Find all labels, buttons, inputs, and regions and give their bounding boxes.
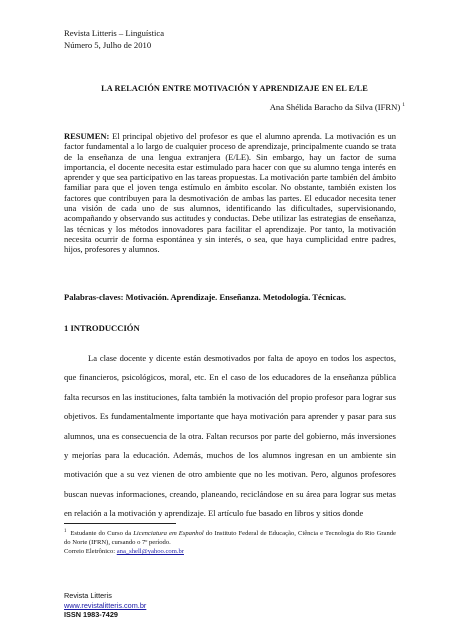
introduction-paragraph: La clase docente y dicente están desmotivados por falta de apoyo en todos los aspectos, que financieros, psicológicos, moral, etc. En el caso de los educadores de la enseñanza pública falta recursos en las instituciones, falta también la motivación del propio profesor para lograr sus objetivos. Es fundamentalmente importante que haya motivación para aprender y pasar para sus alumnos, una es consecuencia de la otra. Faltan recursos por parte del gobierno, más inversiones y mejorías para la educación. Además, muchos de los alumnos ingresan en un ambiente sin motivación que a su vez vienen de otro ambiente que no les motivan. Pero, algunos profesores buscan nuevas informaciones, creando, planeando, reciclándose en su área para lograr sus metas en relación a la motivación y aprendizaje. El artículo fue basado en libros y sitios donde — [64, 353, 396, 519]
author-name: Ana Shélida Baracho da Silva (IFRN) — [269, 102, 401, 112]
footer-issn: ISSN 1983-7429 — [64, 610, 118, 620]
abstract-text: El principal objetivo del profesor es que el alumno aprenda. La motivación es un factor fundamental a lo largo de cualquier proceso de aprendizaje, principalmente cuando se trata de la enseñanza de una lengua extranjera (E/LE). Sin embargo, hay un factor de suma importancia, el docente necesita estar estimulado para hacer con que su alumno tenga interés en aprender y que sea participativo en las tareas propuestas. La motivación parte también del ámbito familiar para que el joven tenga estímulo en ámbito escolar. No obstante, también existen los factores que contribuyen para la desmotivación de ambas las partes. El educador necesita tener una visión de cada uno de sus alumnos, identificando las dificultades, supervisionando, acompañando y observando sus actitudes y conductas. Debe utilizar las estrategias de enseñanza, las técnicas y los métodos innovadores para facilitar el aprendizaje. Por tanto, la motivación necesita ocurrir de forma espontánea y sin interés, o sea, que haya cumplicidad entre padres, hijos, profesores y alumnos. — [64, 131, 396, 255]
footnote-email-label: Correio Eletrônico: — [64, 548, 117, 555]
footnote — [64, 527, 396, 556]
page-footer — [64, 591, 146, 620]
journal-issue: Número 5, Julho de 2010 — [64, 40, 152, 50]
journal-name: Revista Litteris – Linguística — [64, 28, 165, 38]
keywords: Palabras-claves: Motivación. Aprendizaje. Enseñanza. Metodología. Técnicas. — [64, 292, 347, 302]
footnote-marker: 1 — [64, 529, 67, 534]
abstract-label: RESUMEN: — [64, 131, 110, 141]
footnote-divider — [64, 523, 176, 524]
author-footnote-marker: 1 — [402, 102, 405, 108]
footnote-text-before: Estudante do Curso da — [70, 530, 134, 537]
footer-journal-name: Revista Litteris — [64, 591, 112, 600]
footer-site-link[interactable]: www.revistalitteris.com.br — [64, 600, 147, 610]
article-title: LA RELACIÓN ENTRE MOTIVACIÓN Y APRENDIZAJE EN EL E/LE — [101, 84, 368, 93]
footnote-text-after: do Instituto Federal de Educação, Ciência e Tecnologia do Rio Grande do Norte (IFRN), cursando o 7º período. — [64, 530, 396, 546]
abstract — [64, 131, 396, 255]
footnote-email-link[interactable]: ana_shell@yahoo.com.br — [116, 548, 184, 555]
footnote-course: Licenciatura em Espanhol — [133, 530, 204, 537]
article-author — [270, 102, 405, 112]
section-heading-introduction: 1 INTRODUCCIÓN — [64, 323, 140, 333]
journal-header — [64, 27, 164, 51]
